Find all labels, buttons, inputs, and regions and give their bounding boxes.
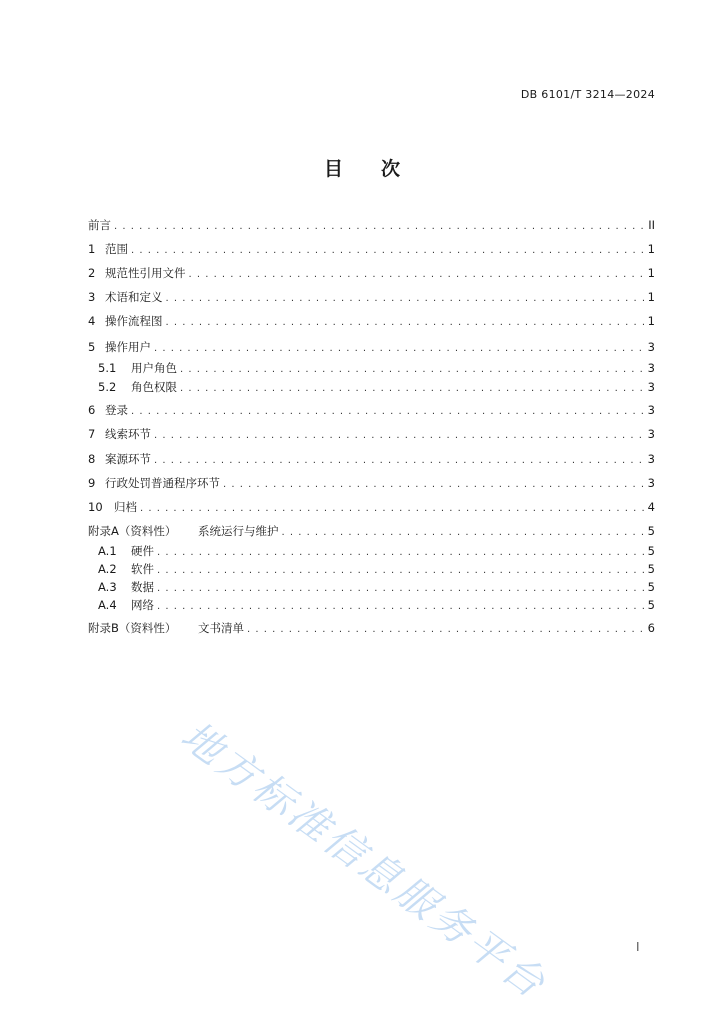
toc-entry-page: 3 bbox=[647, 361, 655, 375]
toc-entry-title: 范围 bbox=[105, 242, 128, 256]
toc-entry-page: II bbox=[648, 218, 655, 232]
toc-entry-number: 9 bbox=[88, 476, 96, 490]
toc-leader bbox=[157, 599, 645, 615]
toc-entry-number: 2 bbox=[88, 266, 96, 280]
toc-entry-label bbox=[88, 241, 128, 257]
toc-entry-number: 8 bbox=[88, 452, 96, 466]
toc-entry-label bbox=[88, 339, 151, 355]
document-code: DB 6101/T 3214—2024 bbox=[520, 88, 655, 101]
toc-leader bbox=[166, 291, 645, 307]
toc-entry-title: 前言 bbox=[88, 218, 111, 232]
toc-entry-page: 5 bbox=[647, 580, 655, 594]
toc-entry-label bbox=[98, 379, 177, 395]
toc-entry-title: 术语和定义 bbox=[105, 290, 163, 304]
toc-entry-number: 4 bbox=[88, 314, 96, 328]
toc-leader bbox=[154, 341, 645, 357]
toc-entry-page: 1 bbox=[647, 242, 655, 256]
toc-entry-number: 3 bbox=[88, 290, 96, 304]
toc-entry-foreword[interactable] bbox=[88, 217, 655, 235]
toc-leader bbox=[157, 581, 645, 597]
toc-leader bbox=[282, 525, 645, 541]
toc-entry-label bbox=[88, 402, 128, 418]
toc-title-char-2: 次 bbox=[381, 158, 401, 180]
toc-entry-title: 网络 bbox=[131, 598, 154, 612]
toc-leader bbox=[114, 219, 645, 235]
toc-entry-page: 5 bbox=[647, 544, 655, 558]
toc-entry-number: 7 bbox=[88, 427, 96, 441]
toc-leader bbox=[131, 243, 645, 259]
toc-leader bbox=[189, 267, 645, 283]
toc-entry-5-2[interactable] bbox=[98, 379, 655, 397]
toc-entry-label bbox=[88, 313, 163, 329]
toc-entry-label bbox=[88, 620, 244, 636]
toc-entry-number: A.2 bbox=[98, 562, 117, 576]
toc-entry-title: 用户角色 bbox=[131, 361, 177, 375]
toc-entry-title: 文书清单 bbox=[198, 621, 244, 635]
toc-entry-number: 5.1 bbox=[98, 361, 117, 375]
toc-entry-label bbox=[88, 426, 151, 442]
toc-entry-number: 5 bbox=[88, 340, 96, 354]
toc-entry-label bbox=[98, 579, 154, 595]
toc-entry-number: 6 bbox=[88, 403, 96, 417]
toc-title-char-1: 目 bbox=[323, 158, 343, 180]
toc-leader bbox=[131, 404, 645, 420]
toc-entry-title: 硬件 bbox=[131, 544, 154, 558]
toc-entry-title: 操作流程图 bbox=[105, 314, 163, 328]
toc-entry-5[interactable] bbox=[88, 339, 655, 357]
toc-entry-title: 角色权限 bbox=[131, 380, 177, 394]
toc-entry-2[interactable] bbox=[88, 265, 655, 283]
toc-entry-title: 规范性引用文件 bbox=[105, 266, 186, 280]
toc-entry-page: 5 bbox=[647, 524, 655, 538]
toc-leader bbox=[247, 622, 645, 638]
toc-entry-a-1[interactable] bbox=[98, 543, 655, 561]
toc-leader bbox=[154, 453, 645, 469]
toc-entry-page: 5 bbox=[647, 562, 655, 576]
toc-entry-appendix-a[interactable] bbox=[88, 523, 655, 541]
toc-entry-number: A.1 bbox=[98, 544, 117, 558]
toc-entry-label bbox=[88, 523, 279, 539]
toc-entry-number: 1 bbox=[88, 242, 96, 256]
toc-entry-title: 案源环节 bbox=[105, 452, 151, 466]
toc-entry-title: 线索环节 bbox=[105, 427, 151, 441]
toc-entry-page: 5 bbox=[647, 598, 655, 612]
toc-entry-number: A.4 bbox=[98, 598, 117, 612]
toc-entry-label bbox=[88, 499, 137, 515]
toc-entry-appendix-b[interactable] bbox=[88, 620, 655, 638]
toc-entry-page: 6 bbox=[647, 621, 655, 635]
toc-leader bbox=[180, 362, 645, 378]
toc-entry-page: 1 bbox=[647, 314, 655, 328]
toc-leader bbox=[180, 381, 645, 397]
toc-leader bbox=[140, 501, 645, 517]
toc-leader bbox=[157, 563, 645, 579]
watermark: 地方标准信息服务平台 bbox=[172, 712, 556, 1009]
toc-entry-page: 3 bbox=[647, 452, 655, 466]
toc-leader bbox=[166, 315, 645, 331]
toc-entry-label bbox=[88, 475, 220, 491]
toc-entry-number: 附录B（资料性） bbox=[88, 621, 177, 635]
toc-title bbox=[0, 154, 724, 181]
toc-entry-number: 10 bbox=[88, 500, 103, 514]
toc-entry-label bbox=[88, 451, 151, 467]
toc-entry-page: 3 bbox=[647, 380, 655, 394]
toc-entry-label bbox=[98, 543, 154, 559]
toc-entry-page: 3 bbox=[647, 476, 655, 490]
toc-entry-label bbox=[98, 597, 154, 613]
toc-entry-number: A.3 bbox=[98, 580, 117, 594]
toc-entry-label bbox=[88, 289, 163, 305]
toc-entry-3[interactable] bbox=[88, 289, 655, 307]
toc-entry-label bbox=[88, 265, 186, 281]
toc-entry-number: 附录A（资料性） bbox=[88, 524, 177, 538]
toc-entry-title: 系统运行与维护 bbox=[198, 524, 279, 538]
toc-entry-number: 5.2 bbox=[98, 380, 117, 394]
toc-entry-page: 3 bbox=[647, 340, 655, 354]
toc-entry-10[interactable] bbox=[88, 499, 655, 517]
toc-entry-title: 软件 bbox=[131, 562, 154, 576]
toc-entry-6[interactable] bbox=[88, 402, 655, 420]
page-number: I bbox=[636, 940, 640, 954]
toc-entry-4[interactable] bbox=[88, 313, 655, 331]
toc-entry-title: 数据 bbox=[131, 580, 154, 594]
toc-entry-7[interactable] bbox=[88, 426, 655, 444]
toc-leader bbox=[154, 428, 645, 444]
toc-entry-a-2[interactable] bbox=[98, 561, 655, 579]
toc-entry-a-3[interactable] bbox=[98, 579, 655, 597]
toc-entry-label bbox=[98, 360, 177, 376]
toc-leader bbox=[223, 477, 645, 493]
toc-entry-title: 行政处罚普通程序环节 bbox=[105, 476, 220, 490]
toc-entry-1[interactable] bbox=[88, 241, 655, 259]
toc-entry-title: 操作用户 bbox=[105, 340, 151, 354]
toc-entry-5-1[interactable] bbox=[98, 360, 655, 378]
toc-entry-label bbox=[98, 561, 154, 577]
toc-entry-title: 归档 bbox=[114, 500, 137, 514]
toc-entry-page: 3 bbox=[647, 427, 655, 441]
toc-entry-8[interactable] bbox=[88, 451, 655, 469]
toc-entry-title: 登录 bbox=[105, 403, 128, 417]
toc-leader bbox=[157, 545, 645, 561]
toc-entry-page: 4 bbox=[647, 500, 655, 514]
toc-entry-a-4[interactable] bbox=[98, 597, 655, 615]
toc-entry-page: 3 bbox=[647, 403, 655, 417]
toc-entry-9[interactable] bbox=[88, 475, 655, 493]
toc-entry-page: 1 bbox=[647, 266, 655, 280]
toc-entry-page: 1 bbox=[647, 290, 655, 304]
